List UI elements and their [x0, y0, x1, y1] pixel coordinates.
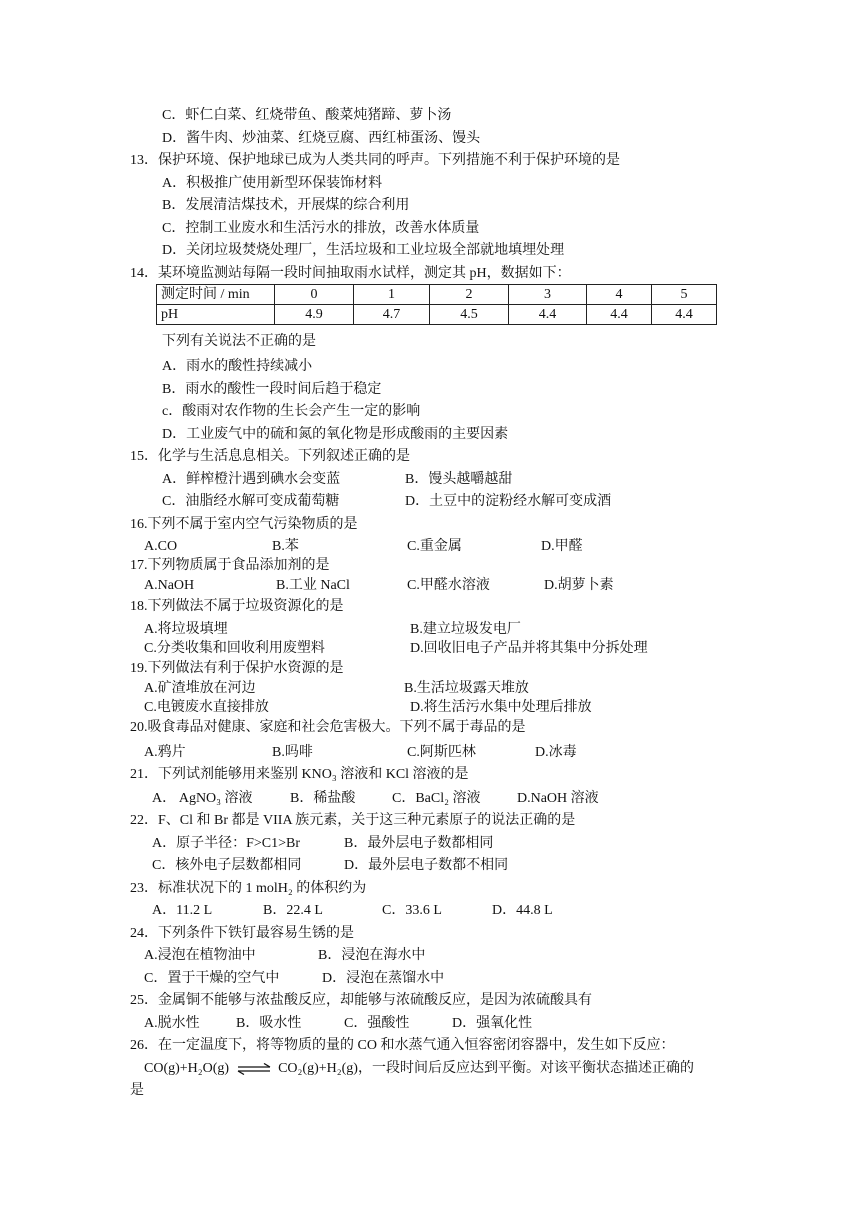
question-21: 21．下列试剂能够用来鉴别 KNO₃ 溶液和 KCl 溶液的是 [130, 767, 469, 782]
option: B.建立垃圾发电厂 [410, 622, 521, 637]
option: B．稀盐酸 [290, 791, 356, 806]
option-line: A．积极推广使用新型环保装饰材料 [162, 176, 383, 191]
option: A．鲜榨橙汁遇到碘水会变蓝 [162, 472, 341, 487]
option: C．核外电子层数都相同 [152, 858, 302, 873]
table-cell: 2 [430, 285, 509, 305]
option: A．原子半径：F>C1>Br [152, 836, 301, 851]
question-18: 18.下列做法不属于垃圾资源化的是 [130, 599, 344, 614]
option: A.NaOH [144, 578, 195, 593]
question-stem: 下列有关说法不正确的是 [162, 334, 316, 349]
table-cell: 4.9 [275, 305, 354, 325]
table-cell: pH [157, 305, 275, 325]
option: B.苯 [272, 539, 299, 554]
table-cell: 1 [354, 285, 430, 305]
option: A.CO [144, 539, 178, 554]
table-row [157, 285, 717, 305]
option: B.吗啡 [272, 745, 313, 760]
table-cell: 4 [587, 285, 652, 305]
option-line: C．控制工业废水和生活污水的排放，改善水体质量 [162, 221, 480, 236]
option: B．浸泡在海水中 [318, 948, 426, 963]
option: B．馒头越嚼越甜 [405, 472, 513, 487]
table-cell: 4.7 [354, 305, 430, 325]
option: B．22.4 L [263, 903, 323, 918]
option: A． AgNO₃ 溶液 [152, 791, 253, 806]
option: B．最外层电子数都相同 [344, 836, 494, 851]
option: D.胡萝卜素 [544, 578, 614, 593]
option: A.浸泡在植物油中 [144, 948, 256, 963]
option: D．强氧化性 [452, 1016, 533, 1031]
table-cell: 4.4 [652, 305, 717, 325]
question-24: 24．下列条件下铁钉最容易生锈的是 [130, 926, 354, 941]
option: C．置于干燥的空气中 [144, 971, 280, 986]
table-row [157, 305, 717, 325]
option: C.阿斯匹林 [407, 745, 476, 760]
option: D．44.8 L [492, 903, 553, 918]
question-20: 20.吸食毒品对健康、家庭和社会危害极大。下列不属于毒品的是 [130, 720, 526, 735]
option: D．土豆中的淀粉经水解可变成酒 [405, 494, 612, 509]
option: D.NaOH 溶液 [517, 791, 599, 806]
option: C.电镀废水直接排放 [144, 700, 269, 715]
equilibrium-arrow-icon [237, 1063, 271, 1075]
option: A.脱水性 [144, 1016, 200, 1031]
equation-line [144, 1059, 694, 1079]
option-line: A．雨水的酸性持续减小 [162, 359, 313, 374]
equation-reactants: CO(g)+H₂O(g) [144, 1061, 230, 1076]
option: A．11.2 L [152, 903, 213, 918]
question-22: 22．F、Cl 和 Br 都是 VIIA 族元素，关于这三种元素原子的说法正确的是 [130, 813, 576, 828]
option: C．油脂经水解可变成葡萄糖 [162, 494, 340, 509]
option-line: D．工业废气中的硫和氮的氧化物是形成酸雨的主要因素 [162, 427, 509, 442]
option: C.分类收集和回收利用废塑料 [144, 641, 325, 656]
option: B.工业 NaCl [276, 578, 350, 593]
option: D．最外层电子数都不相同 [344, 858, 509, 873]
option: C．强酸性 [344, 1016, 410, 1031]
option-line: D．关闭垃圾焚烧处理厂，生活垃圾和工业垃圾全部就地填埋处理 [162, 243, 565, 258]
option: A.矿渣堆放在河边 [144, 681, 256, 696]
option-line: B．发展清洁煤技术，开展煤的综合利用 [162, 198, 410, 213]
table-cell: 测定时间 / min [157, 285, 275, 305]
question-25: 25．金属铜不能够与浓盐酸反应，却能够与浓硫酸反应，是因为浓硫酸具有 [130, 993, 592, 1008]
ph-table [156, 284, 717, 325]
option: D.将生活污水集中处理后排放 [410, 700, 592, 715]
table-cell: 4.4 [587, 305, 652, 325]
question-23: 23．标准状况下的 1 molH₂ 的体积约为 [130, 881, 367, 896]
question-13: 13．保护环境、保护地球已成为人类共同的呼声。下列措施不利于保护环境的是 [130, 153, 620, 168]
option: D．浸泡在蒸馏水中 [322, 971, 445, 986]
table-cell: 4.5 [430, 305, 509, 325]
option-line: D．酱牛肉、炒油菜、红烧豆腐、西红柿蛋汤、馒头 [162, 131, 481, 146]
table-cell: 3 [509, 285, 587, 305]
option: D.冰毒 [535, 745, 577, 760]
option: A.鸦片 [144, 745, 186, 760]
option: B．吸水性 [236, 1016, 302, 1031]
table-cell: 0 [275, 285, 354, 305]
option: C．33.6 L [382, 903, 442, 918]
option-line: c．酸雨对农作物的生长会产生一定的影响 [162, 404, 421, 419]
option: D.回收旧电子产品并将其集中分拆处理 [410, 641, 648, 656]
question-15: 15．化学与生活息息相关。下列叙述正确的是 [130, 449, 410, 464]
option: B.生活垃圾露天堆放 [404, 681, 529, 696]
option: C．BaCl₂ 溶液 [392, 791, 481, 806]
equation-products: CO₂(g)+H₂(g)，一段时间后反应达到平衡。对该平衡状态描述正确的 [278, 1061, 694, 1076]
option: C.重金属 [407, 539, 462, 554]
table-cell: 5 [652, 285, 717, 305]
question-17: 17.下列物质属于食品添加剂的是 [130, 558, 330, 573]
option-line: B．雨水的酸性一段时间后趋于稳定 [162, 382, 382, 397]
table-cell: 4.4 [509, 305, 587, 325]
question-14: 14．某环境监测站每隔一段时间抽取雨水试样，测定其 pH，数据如下： [130, 266, 571, 281]
option: A.将垃圾填埋 [144, 622, 228, 637]
question-19: 19.下列做法有利于保护水资源的是 [130, 661, 344, 676]
question-16: 16.下列不属于室内空气污染物质的是 [130, 517, 358, 532]
option: D.甲醛 [541, 539, 583, 554]
option-line: C．虾仁白菜、红烧带鱼、酸菜炖猪蹄、萝卜汤 [162, 108, 452, 123]
question-26: 26．在一定温度下，将等物质的量的 CO 和水蒸气通入恒容密闭容器中，发生如下反应： [130, 1038, 675, 1053]
option: C.甲醛水溶液 [407, 578, 490, 593]
question-26-end: 是 [130, 1083, 144, 1098]
